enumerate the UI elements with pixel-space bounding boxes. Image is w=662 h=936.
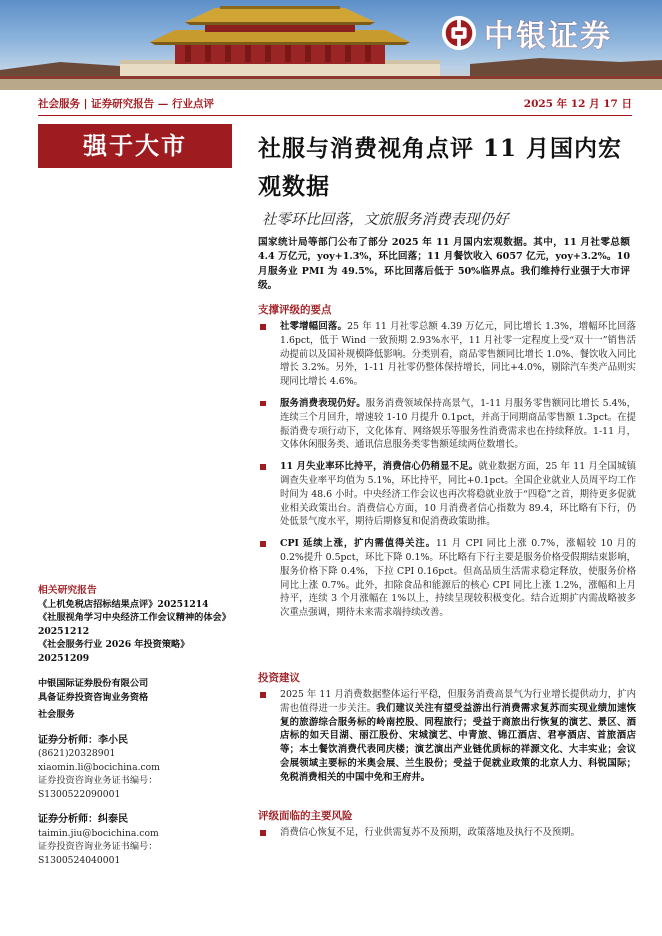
related-reports-list (38, 598, 238, 666)
report-category: 社会服务 | 证券研究报告 — 行业点评 (38, 98, 214, 110)
bank-of-china-logo-icon (440, 14, 478, 52)
bullet-square-icon (260, 541, 266, 547)
investment-list (258, 688, 636, 793)
bullet-emphasis: 我们建议关注有望受益游出行消费需求复苏而实现业绩加速恢复的旅游综合服务标的岭南控股、同程旅行；受益于商旅出行恢复的演艺、景区、酒店标的如天目湖、丽江股份、宋城演艺、中青旅、锦江酒店、君亭酒店、首旅酒店等；本土餐饮消费代表同庆楼；演艺演出产业链优质标的祥源文化、大丰实业；会议会展领域主要标的米奥会展、兰生股份；受益于促就业政策的北京人力、科锐国际；免税消费相关的中国中免和王府井。 (280, 702, 636, 783)
brand-logo[interactable] (440, 8, 612, 58)
bullet-lead: 社零增幅回落。 (280, 321, 348, 332)
analyst-cert: 证券投资咨询业务证书编号：S1300522090001 (38, 775, 158, 800)
bullet-item (258, 826, 636, 840)
bullet-item (258, 688, 636, 785)
bullet-square-icon (260, 401, 266, 407)
bullet-square-icon (260, 464, 266, 470)
meta-bar (38, 90, 632, 116)
bullet-body: 25 年 11 月社零总额 4.39 万亿元，同比增长 1.3%，增幅环比回落 1.6pct，低于 Wind 一致预期 2.93%水平，11 月社零一定程度上受“双十一”销售活动提前以及国补规模降低影响。分类别看，商品零售额同比增长 1.0%、餐饮收入同比增长 3.2%。另外，1-11 月社零仍整体保持增长，同比+4.0%，剔除汽车类产品则实现同比增长 4.6%。 (280, 321, 636, 388)
bullet-body: 11 月 CPI 同比上涨 0.7%，涨幅较 10 月的 0.2%提升 0.5pct，环比下降 0.1%。环比略有下行主要是服务价格受假期结束影响，服务价格下降 0.4%，下拉 CPI 0.16pct。但高品质生活需求稳定释放，使服务价格同比上涨 0.7%。此外，扣除食品和能源后的核心 CPI 同比上涨 1.2%，涨幅和上月持平，连续 3 个月涨幅在 1%以上，持续呈现较积极变化。结合近期扩内需战略被多次重点强调，期待未来需求端持续改善。 (280, 538, 636, 619)
bullet-lead: CPI 延续上涨，扩内需值得关注。 (280, 538, 436, 550)
analyst-cert: 证券投资咨询业务证书编号：S1300524040001 (38, 841, 158, 866)
sector-label: 社会服务 (38, 709, 75, 720)
bullet-body: 服务消费领域保持高景气，1-11 月服务零售额同比增长 5.4%，连续三个月回升，增速较 1-10 月提升 0.1pct，并高于同期商品零售额 1.3pct。在提振消费专项行动下，文化体育、网络娱乐等服务性消费需求也在持续释放。1-11 月，文体休闲服务类、通讯信息服务类零售额延续两位数增长。 (280, 397, 636, 451)
header-banner (0, 0, 662, 90)
analyst-block (38, 813, 238, 867)
bullet-square-icon (260, 830, 266, 836)
sidebar-info (38, 584, 238, 867)
analyst-name: 证券分析师：纠泰民 (38, 814, 128, 825)
risks-heading: 评级面临的主要风险 (258, 810, 353, 822)
analyst-email[interactable]: taimin.jiu@bocichina.com (38, 827, 159, 839)
rating-badge: 强于大市 (38, 124, 232, 168)
analyst-name: 证券分析师：李小民 (38, 734, 128, 746)
company-name: 中银国际证券股份有限公司 (38, 678, 149, 689)
report-title: 社服与消费视角点评 11 月国内宏观数据 (258, 135, 623, 200)
bullet-lead: 11 月失业率环比持平，消费信心仍稍显不足。 (280, 461, 479, 473)
bullet-body: 就业数据方面，25 年 11 月全国城镇调查失业率平均值为 5.1%，环比持平，同比+0.1pct。全国企业就业人员周平均工作时间为 48.6 小时。中央经济工作会议也再次将稳就业放于“四稳”之首，期待更多促就业相关政策出台。消费信心方面，10 月消费者信心指数为 89.4，环比略有下行，仍处低景气度水平，期待后期修复和促消费政策助推。 (280, 461, 636, 528)
related-report-link[interactable]: 《社会服务行业 2026 年投资策略》20251209 (38, 639, 190, 664)
bullet-lead: 服务消费表现仍好。 (280, 397, 366, 409)
bullet-body: 2025 年 11 月消费数据整体运行平稳，但服务消费高景气为行业增长提供动力，扩内需也值得进一步关注。 (280, 689, 636, 714)
company-qualification: 具备证券投资咨询业务资格 (38, 691, 149, 703)
bullet-square-icon (260, 324, 266, 330)
analyst-block (38, 734, 238, 802)
investment-heading: 投资建议 (258, 672, 300, 684)
bullet-item (258, 537, 636, 620)
related-report-link[interactable]: 《上机免税店招标结果点评》20251214 (38, 598, 209, 610)
report-subtitle: 社零环比回落，文旅服务消费表现仍好 (262, 212, 509, 228)
risks-list (258, 826, 636, 848)
brand-name: 中银证券 (484, 19, 612, 54)
bullet-item (258, 460, 636, 529)
related-report-link[interactable]: 《社服视角学习中央经济工作会议精神的体会》20251212 (38, 612, 231, 637)
key-points-list (258, 320, 636, 628)
analyst-phone: (8621)20328901 (38, 748, 116, 759)
bullet-body: 消费信心恢复不足，行业供需复苏不及预期，政策落地及执行不及预期。 (280, 827, 581, 838)
related-reports-heading: 相关研究报告 (38, 585, 97, 596)
analyst-email[interactable]: xiaomin.li@bocichina.com (38, 761, 160, 773)
bullet-square-icon (260, 692, 266, 698)
key-points-heading: 支撑评级的要点 (258, 304, 332, 316)
report-date: 2025 年 12 月 17 日 (523, 98, 632, 110)
bullet-item (258, 397, 636, 452)
bullet-item (258, 320, 636, 389)
report-summary: 国家统计局等部门公布了部分 2025 年 11 月国内宏观数据。其中，11 月社零总额 4.4 万亿元，yoy+1.3%，环比回落；11 月餐饮收入 6057 亿元，yoy+3.2%。10 月服务业 PMI 为 49.5%，环比回落后低于 50%临界点。我们维持行业强于大市评级。 (258, 237, 630, 292)
